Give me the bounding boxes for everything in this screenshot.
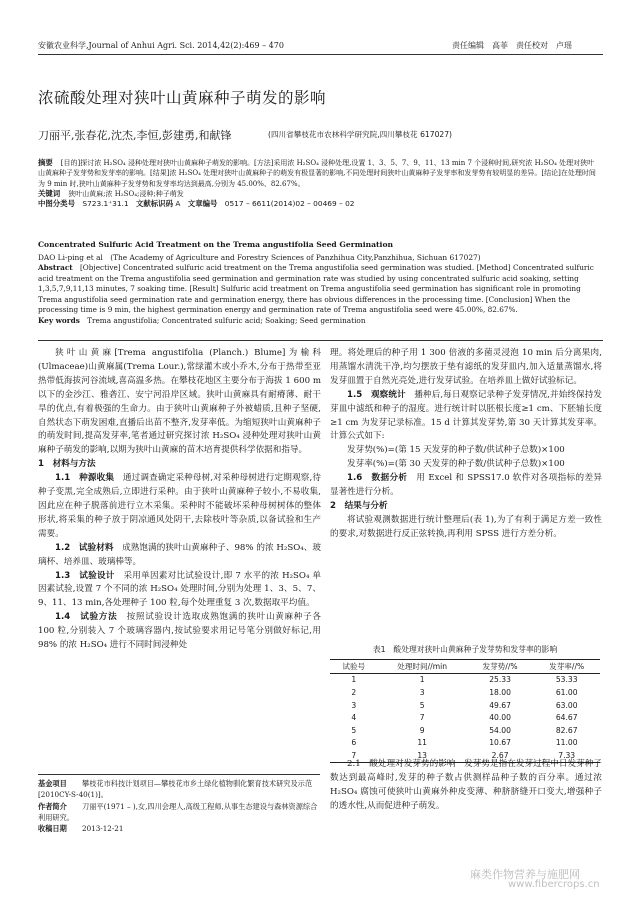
subsection-title: 1.1 种源收集	[55, 473, 123, 484]
table-cell: 2.67	[491, 750, 509, 760]
table-cell: 7	[351, 750, 357, 760]
table-cell: 13	[417, 750, 427, 760]
table-cell: 63.00	[555, 700, 578, 710]
table-cell: 53.33	[555, 675, 578, 685]
section-heading: 1 材料与方法	[38, 459, 96, 470]
table-header-cell: 发芽势//%	[482, 661, 518, 671]
affiliation: (四川省攀枝花市农林科学研究院,四川攀枝花 617027)	[268, 130, 453, 139]
article-title: 浓硫酸处理对狭叶山黄麻种子萌发的影响	[38, 89, 327, 107]
footnote-item	[38, 778, 320, 801]
subsection-title: 1.2 试验材料	[55, 542, 123, 553]
formula: 发芽势(%)=(第 15 天发芽的种子数/供试种子总数)×100	[347, 445, 565, 456]
table-cell: 7	[419, 713, 425, 723]
section-heading: 2 结果与分析	[330, 500, 388, 511]
table-cell: 2	[351, 687, 357, 697]
paragraph-text: 播种后,每日观察记录种子发芽情况,并始终保持发芽皿中滤纸和种子的湿度。进行统计时以胚根长度≥1 cm、下胚轴长度≥1 cm 为发芽记录标准。15 d 计算其发芽势,第 30 天计算其发芽率。计算公式如下:	[330, 389, 602, 442]
paragraph-text: 成熟饱满的狭叶山黄麻种子、98% 的浓 H₂SO₄、玻璃杯、培养皿、玻璃棒等。	[38, 542, 321, 567]
paragraph	[330, 472, 602, 500]
paragraph-text: 用 Excel 和 SPSS17.0 软件对各项指标的差异显著性进行分析。	[330, 473, 602, 498]
paragraph	[330, 347, 602, 389]
table-cell: 6	[351, 738, 357, 748]
table-cell: 49.67	[489, 700, 511, 710]
table-cell: 4	[351, 713, 357, 723]
subsection-title: 1.4 试验方法	[55, 612, 127, 623]
editor-credits: 责任编辑 高菲 责任校对 卢瑶	[452, 41, 572, 50]
table-cell: 1	[419, 675, 425, 685]
keywords-cn-label: 关键词	[38, 188, 61, 198]
table-cell: 61.00	[555, 687, 578, 697]
paragraph	[38, 542, 321, 570]
classification: 中图分类号 S723.1⁺31.1 文献标识码 A 文章编号 0517 – 6611(2014)02 – 00469 – 02	[38, 199, 355, 209]
table-cell: 11.00	[555, 738, 578, 748]
table-cell: 54.00	[489, 725, 511, 735]
table-cell: 5	[351, 725, 357, 735]
table-row	[330, 737, 600, 750]
table-row	[330, 686, 600, 699]
table-header-cell: 处理时间//min	[397, 661, 448, 671]
english-title: Concentrated Sulfuric Acid Treatment on the Trema angustifolia Seed Germination	[38, 240, 394, 249]
en-keywords-text: Trema angustifolia; Concentrated sulfuric acid; Soaking; Seed germination	[87, 315, 366, 325]
section-2-1	[330, 758, 602, 814]
table-cell: 7.33	[558, 750, 576, 760]
table-cell: 9	[419, 725, 425, 735]
journal-header: 安徽农业科学,Journal of Anhui Agri. Sci. 2014,42(2):469 – 470	[38, 41, 284, 50]
paragraph-text: 采用单因素对比试验设计,即 7 水平的浓 H₂SO₄ 单因素试验,设置 7 个不同的浓 H₂SO₄ 处理时间,分别为处理 1、3、5、7、9、11、13 min,各处理种子 100 粒,每个处理重复 3 次,数据取平均值。	[38, 570, 321, 609]
table-row	[330, 673, 600, 686]
table-cell: 3	[419, 687, 425, 697]
footnote-item	[38, 823, 320, 834]
formula: 发芽率(%)=(第 30 天发芽的种子数/供试种子总数)×100	[347, 459, 565, 470]
paragraph	[38, 347, 321, 458]
footnote-label: 作者简介	[38, 801, 67, 811]
footnote-text: 2013-12-21	[82, 824, 124, 834]
english-abstract	[38, 263, 601, 327]
table-cell: 25.33	[489, 675, 511, 685]
paragraph-text: 理。将处理后的种子用 1 300 倍液的多菌灵浸泡 10 min 后分离果肉,用蒸馏水清洗干净,均匀摆放于垫有滤纸的发芽皿内,加入适量蒸馏水,将发芽皿置于自然光亮处,进行发芽试验。在培养皿上做好试验标记。	[330, 348, 602, 386]
paragraph-text: 将试验观测数据进行统计整理后(表 1),为了有利于满足方差一致性的要求,对数据进行反正弦转换,再利用 SPSS 进行方差分析。	[330, 514, 602, 539]
abstract-cn-text: [目的]探讨浓 H₂SO₄ 浸种处理对狭叶山黄麻种子萌发的影响。[方法]采用浓 H₂SO₄ 浸种处理,设置 1、3、5、7、9、11、13 min 7 个浸种时间,研究浓 H₂SO₄ 处理对狭叶山黄麻种子发芽势和发芽率的影响。[结果]浓 H₂SO₄ 处理对狭叶山黄麻种子的萌发有极显著的影响,不同处理时间狭叶山黄麻种子发芽率和发芽势有较明显的差异。[结论]在处理时间为 9 min 时,狭叶山黄麻种子发芽势和发芽率均达到最高,分别为 45.00%、82.67%。	[38, 159, 596, 188]
paragraph	[38, 570, 321, 612]
english-author: DAO Li-ping et al (The Academy of Agriculture and Forestry Sciences of Panzhihua City,Panzhihua, Sichuan 617027)	[38, 253, 481, 262]
body-left-column	[38, 347, 321, 653]
table-row	[330, 724, 600, 737]
en-abstract-text: [Objective] Concentrated sulfuric acid treatment on the Trema angustifolia seed germination was studied. [Method] Concentrated sulfuric acid treatment on the Trema angustifolia seed germination and germination rate was studied by using concentrated sulfuric acid soaking, setting 1,3,5,7,9,11,13 minutes, 7 soaking time. [Result] Sulfuric acid treatment on Trema angustifolia seed germination has significant role in promoting Trema angustifolia seed germination rate and germination energy, there has obvious differences in the processing time. [Conclusion] When the processing time is 9 min, the highest germination energy and germination rate of Trema angustifolia seed were 45.00%, 82.67%.	[38, 263, 594, 315]
paragraph	[330, 389, 602, 445]
table-1	[330, 644, 600, 763]
paragraph-text: 狭叶山黄麻[Trema angustifolia (Planch.) Blume]为榆科(Ulmaceae)山黄麻属(Trema Lour.),常绿灌木或小乔木,分布于热带至亚热带低海拔河谷流域,喜高温多热。在攀枝花地区主要分布于海拔 1 600 m 以下的金沙江、雅砻江、安宁河沿岸区域。狭叶山黄麻具有耐瘠薄、耐干旱的优点,有着极强的生命力。由于狭叶山黄麻种子外被蜡质,且种子坚硬,自然状态下萌发困难,直播后出苗不整齐,发芽率低。为缩短狭叶山黄麻种子的萌发时间,提高发芽率,笔者通过研究探讨浓 H₂SO₄ 浸种处理对狭叶山黄麻种子萌发的影响,以期为狭叶山黄麻的苗木培育提供科学依据和指导。	[38, 348, 321, 456]
table-header-cell: 试验号	[342, 661, 366, 671]
en-abstract-label: Abstract	[38, 263, 73, 272]
table-cell: 64.67	[555, 713, 578, 723]
section-2-1-text: 2.1 酸处理对发芽势的影响 发芽势是指在发芽过程中日发芽种子数达到最高峰时,发芽的种子数占供测样品种子数的百分率。通过浓 H₂SO₄ 腐蚀可使狭叶山黄麻外种皮变薄、种脐脐缝开口变大,增强种子的透水性,从而促进种子萌发。	[330, 759, 602, 811]
body-right-column	[330, 347, 602, 542]
table-cell: 18.00	[489, 687, 511, 697]
footnotes	[38, 778, 320, 834]
footnote-text: 攀枝花市科技计划项目—攀枝花市乡土绿化植物驯化繁育技术研究及示范[2010CY-S-40(1)]。	[38, 779, 313, 800]
paragraph	[38, 472, 321, 542]
table-cell: 5	[419, 700, 425, 710]
table-row	[330, 711, 600, 724]
table-header-cell: 发芽率//%	[549, 661, 585, 671]
footnote-text: 刀丽平(1971 – ),女,四川会理人,高级工程师,从事生态建设与森林资源综合利用研究。	[38, 801, 318, 822]
watermark-url: www.fibercrops.cn	[508, 879, 600, 890]
table-cell: 11	[417, 738, 427, 748]
subsection-title: 1.3 试验设计	[55, 570, 124, 581]
footnote-label: 基金项目	[38, 779, 67, 788]
watermark-text: 麻类作物营养与施肥网	[470, 868, 580, 881]
footnote-label: 收稿日期	[38, 824, 67, 834]
footnote-rule	[38, 774, 320, 775]
abstract-cn-label: 摘要	[38, 158, 53, 167]
table-cell: 82.67	[555, 725, 578, 735]
authors: 刀丽平,张春花,沈杰,李恒,彭建勇,和献锋	[38, 129, 232, 142]
table-caption: 表1 酸处理对狭叶山黄麻种子发芽势和发芽率的影响	[372, 645, 558, 654]
abstract-rule	[38, 340, 603, 341]
table-cell: 40.00	[489, 713, 511, 723]
paragraph-text: 通过调查确定采种母树,对采种母树进行定期观察,待种子变黑,完全成熟后,立即进行采种。由于狭叶山黄麻种子较小,不易收集,因此应在种子脱落前进行立木采集。采种时不能破坏采种母树树体的整体形状,将采集的种子放于阴凉通风处阴干,去除枝叶等杂质,以备试验和生产需要。	[38, 473, 321, 539]
footnote-item	[38, 801, 320, 824]
paragraph-text: 按照试验设计选取成熟饱满的狭叶山黄麻种子各 100 粒,分别装入 7 个玻璃容器内,按试验要求用记号笔分别做好标记,用 98% 的浓 H₂SO₄ 进行不同时间浸种处	[38, 612, 321, 651]
paragraph	[38, 611, 321, 653]
subsection-title: 1.6 数据分析	[347, 473, 417, 484]
header-rule	[38, 54, 603, 55]
abstract-cn	[38, 158, 601, 209]
paragraph	[330, 514, 602, 542]
table-cell: 3	[351, 700, 357, 710]
table-cell: 1	[351, 675, 357, 685]
table-cell: 10.67	[489, 738, 511, 748]
subsection-title: 1.5 观察统计	[347, 389, 415, 400]
en-keywords-label: Key words	[38, 315, 80, 325]
table-row	[330, 699, 600, 712]
keywords-cn-text: 狭叶山黄麻;浓 H₂SO₄;浸种;种子萌发	[68, 189, 184, 198]
